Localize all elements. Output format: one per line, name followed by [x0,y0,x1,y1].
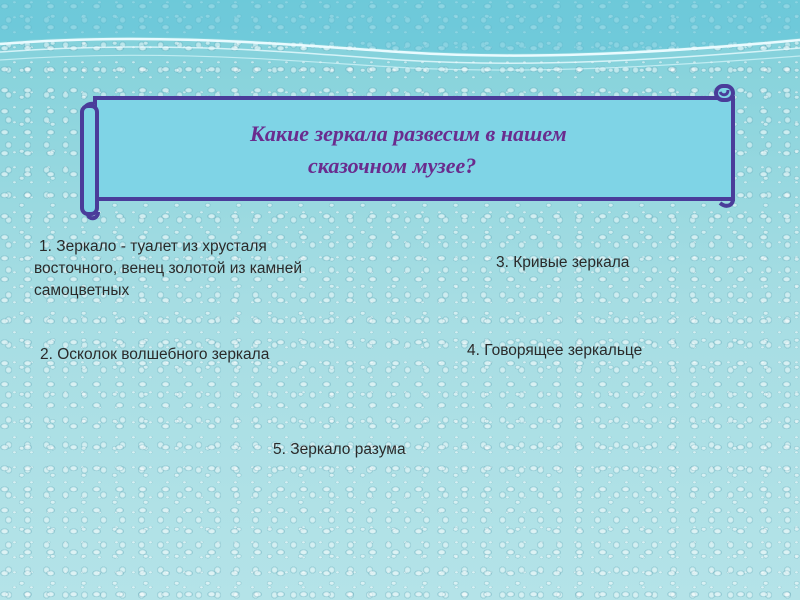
list-item-1-line-1: 1. Зеркало - туалет из хрусталя [39,238,267,255]
page-title [120,118,700,182]
list-item-2: 2. Осколок волшебного зеркала [40,346,270,363]
title-line-2: сказочном музее? [308,153,477,178]
list-item-1-line-2: восточного, венец золотой из камней [34,260,303,277]
title-line-1: Какие зеркала развесим в нашем [250,121,567,146]
title-scroll-banner [0,0,800,230]
list-item-4: 4. Говорящее зеркальце [467,342,643,359]
list-item-1 [34,236,394,302]
list-item-1-line-3: самоцветных [34,282,130,299]
list-item-3: 3. Кривые зеркала [496,254,630,271]
list-item-5: 5. Зеркало разума [273,441,406,458]
